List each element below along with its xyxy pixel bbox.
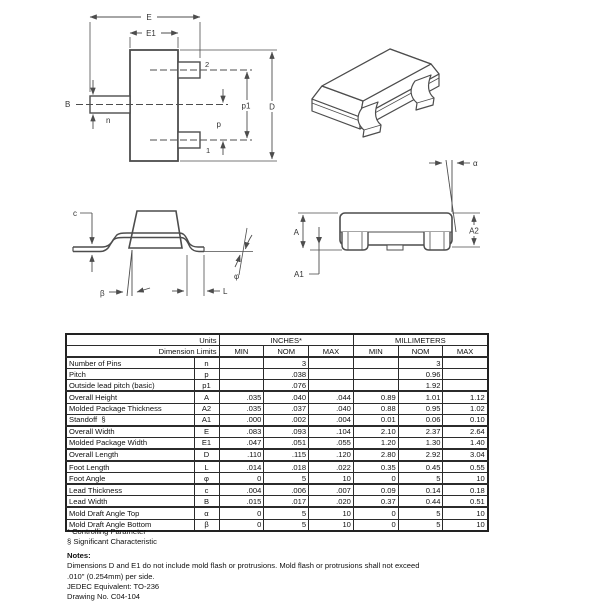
dimension-symbol-cell: p bbox=[194, 369, 219, 380]
dimension-value-cell: .035 bbox=[219, 391, 264, 403]
dimension-value-cell: 10 bbox=[309, 519, 354, 531]
dimension-value-cell: 0.88 bbox=[353, 403, 398, 414]
table-row bbox=[66, 507, 488, 519]
dimension-value-cell bbox=[219, 357, 264, 369]
dimension-value-cell: 3.04 bbox=[443, 449, 488, 461]
controlling-parameter-note: * Controlling Parameter bbox=[67, 527, 146, 536]
dimension-value-cell: .038 bbox=[264, 369, 309, 380]
dimension-value-cell: 0 bbox=[353, 519, 398, 531]
dimension-value-cell: 0 bbox=[219, 519, 264, 531]
footnotes bbox=[67, 527, 547, 603]
significant-characteristic-note: § Significant Characteristic bbox=[67, 537, 157, 547]
dimension-value-cell: 1.30 bbox=[398, 437, 443, 449]
table-row bbox=[66, 391, 488, 403]
dim-label-n: n bbox=[106, 116, 111, 125]
dimension-symbol-cell: α bbox=[194, 507, 219, 519]
dimension-value-cell: 10 bbox=[443, 519, 488, 531]
dimension-value-cell: 10 bbox=[309, 473, 354, 485]
dimension-symbol-cell: c bbox=[194, 484, 219, 496]
table-row bbox=[66, 449, 488, 461]
dimension-value-cell: .040 bbox=[264, 391, 309, 403]
dimensions-table-wrap bbox=[65, 333, 489, 532]
units-header-cell: Units bbox=[66, 334, 219, 346]
dimension-value-cell bbox=[219, 369, 264, 380]
dimension-value-cell: 1.02 bbox=[443, 403, 488, 414]
dimension-value-cell: 0.14 bbox=[398, 484, 443, 496]
dimension-value-cell: .076 bbox=[264, 380, 309, 392]
dimension-name-cell: Number of Pins bbox=[66, 357, 194, 369]
dimension-value-cell: 2.10 bbox=[353, 426, 398, 438]
dimension-symbol-cell: E1 bbox=[194, 437, 219, 449]
table-header-limits-row bbox=[66, 346, 488, 358]
dimension-value-cell: .018 bbox=[264, 461, 309, 473]
dimension-value-cell: 0.10 bbox=[443, 414, 488, 426]
dimension-value-cell: 0.09 bbox=[353, 484, 398, 496]
dimension-value-cell: .000 bbox=[219, 414, 264, 426]
dimension-value-cell bbox=[309, 357, 354, 369]
table-row bbox=[66, 496, 488, 508]
package-body-top-view bbox=[130, 50, 178, 161]
dimension-value-cell: .017 bbox=[264, 496, 309, 508]
dimension-name-cell: Overall Width bbox=[66, 426, 194, 438]
dimension-value-cell: .110 bbox=[219, 449, 264, 461]
dimension-value-cell bbox=[443, 357, 488, 369]
jedec-equivalent: JEDEC Equivalent: TO-236 bbox=[67, 582, 160, 592]
dimension-value-cell: 5 bbox=[398, 507, 443, 519]
dimension-value-cell: .051 bbox=[264, 437, 309, 449]
dimension-symbol-cell: p1 bbox=[194, 380, 219, 392]
dimension-value-cell: 1.20 bbox=[353, 437, 398, 449]
table-row bbox=[66, 380, 488, 392]
table-row bbox=[66, 403, 488, 414]
dimension-value-cell: 0.96 bbox=[398, 369, 443, 380]
max-header-cell: MAX bbox=[443, 346, 488, 358]
dimension-value-cell: 0 bbox=[353, 473, 398, 485]
dim-label-e: E bbox=[146, 13, 152, 22]
dimension-name-cell: Lead Width bbox=[66, 496, 194, 508]
dim-label-e1: E1 bbox=[146, 29, 156, 38]
dimension-value-cell: .006 bbox=[264, 484, 309, 496]
dimension-value-cell: 5 bbox=[264, 507, 309, 519]
table-row bbox=[66, 369, 488, 380]
dimension-symbol-cell: B bbox=[194, 496, 219, 508]
dimension-value-cell: 0.06 bbox=[398, 414, 443, 426]
dimension-value-cell: .055 bbox=[309, 437, 354, 449]
dimension-value-cell: .083 bbox=[219, 426, 264, 438]
max-header-cell: MAX bbox=[309, 346, 354, 358]
nom-header-cell: NOM bbox=[398, 346, 443, 358]
min-header-cell: MIN bbox=[219, 346, 264, 358]
dimension-value-cell: 0.51 bbox=[443, 496, 488, 508]
dimension-value-cell: 0.18 bbox=[443, 484, 488, 496]
dimension-value-cell: 0 bbox=[353, 507, 398, 519]
table-row bbox=[66, 357, 488, 369]
dimension-value-cell: .044 bbox=[309, 391, 354, 403]
dimension-value-cell: 0.35 bbox=[353, 461, 398, 473]
dim-label-p: p bbox=[216, 120, 221, 129]
top-view bbox=[65, 13, 279, 161]
dimension-value-cell bbox=[443, 369, 488, 380]
dimension-value-cell: 1.92 bbox=[398, 380, 443, 392]
dimension-name-cell: Mold Draft Angle Top bbox=[66, 507, 194, 519]
dimension-value-cell: .035 bbox=[219, 403, 264, 414]
dimension-value-cell: .002 bbox=[264, 414, 309, 426]
pin-number-2: 2 bbox=[205, 60, 210, 69]
dimension-symbol-cell: A1 bbox=[194, 414, 219, 426]
dimension-value-cell: 0.55 bbox=[443, 461, 488, 473]
dimension-value-cell: .014 bbox=[219, 461, 264, 473]
table-row bbox=[66, 461, 488, 473]
dim-label-a: A bbox=[293, 228, 299, 237]
dim-label-phi: φ bbox=[234, 272, 240, 281]
dimension-name-cell: Pitch bbox=[66, 369, 194, 380]
dimension-name-cell: Mold Draft Angle Bottom bbox=[66, 519, 194, 531]
dim-label-a1: A1 bbox=[294, 270, 304, 279]
dimension-name-cell: Overall Height bbox=[66, 391, 194, 403]
millimeters-header-cell: MILLIMETERS bbox=[353, 334, 487, 346]
dim-label-b: B bbox=[65, 100, 71, 109]
dimension-symbol-cell: A2 bbox=[194, 403, 219, 414]
dimension-value-cell: .120 bbox=[309, 449, 354, 461]
table-row bbox=[66, 484, 488, 496]
dimension-value-cell: 0.45 bbox=[398, 461, 443, 473]
dimension-value-cell: 1.40 bbox=[443, 437, 488, 449]
dimension-name-cell: Foot Angle bbox=[66, 473, 194, 485]
dimension-value-cell: 0 bbox=[219, 473, 264, 485]
dimension-value-cell: 2.64 bbox=[443, 426, 488, 438]
dimension-value-cell: .104 bbox=[309, 426, 354, 438]
dimension-name-cell: Overall Length bbox=[66, 449, 194, 461]
dimension-value-cell: .004 bbox=[309, 414, 354, 426]
dimension-value-cell: 10 bbox=[443, 507, 488, 519]
drawing-number: Drawing No. C04-104 bbox=[67, 592, 141, 602]
dim-label-p1: p1 bbox=[241, 101, 251, 111]
dimension-value-cell: 5 bbox=[398, 473, 443, 485]
dimension-value-cell bbox=[353, 380, 398, 392]
dimension-value-cell bbox=[353, 369, 398, 380]
dim-label-l: L bbox=[223, 287, 228, 296]
dimension-symbol-cell: n bbox=[194, 357, 219, 369]
note-line-2: .010" (0.254mm) per side. bbox=[67, 571, 155, 581]
dimension-value-cell: .020 bbox=[309, 496, 354, 508]
dimension-value-cell: .022 bbox=[309, 461, 354, 473]
dimension-value-cell: .093 bbox=[264, 426, 309, 438]
dimension-symbol-cell: β bbox=[194, 519, 219, 531]
dimension-value-cell bbox=[443, 380, 488, 392]
dimension-value-cell: 2.37 bbox=[398, 426, 443, 438]
dimension-value-cell: 5 bbox=[264, 519, 309, 531]
dimensions-table bbox=[65, 333, 489, 532]
dimension-symbol-cell: E bbox=[194, 426, 219, 438]
dimension-value-cell: 2.92 bbox=[398, 449, 443, 461]
dimension-value-cell bbox=[309, 369, 354, 380]
dimension-value-cell: 10 bbox=[309, 507, 354, 519]
dimension-value-cell: 1.12 bbox=[443, 391, 488, 403]
dimension-value-cell: .040 bbox=[309, 403, 354, 414]
dimension-value-cell: 5 bbox=[264, 473, 309, 485]
min-header-cell: MIN bbox=[353, 346, 398, 358]
dim-label-a2: A2 bbox=[469, 226, 479, 236]
dim-label-c: c bbox=[73, 209, 77, 218]
dim-label-beta: β bbox=[100, 289, 105, 298]
dimension-value-cell: .115 bbox=[264, 449, 309, 461]
dimension-value-cell: 0.37 bbox=[353, 496, 398, 508]
dimension-value-cell: .037 bbox=[264, 403, 309, 414]
table-row bbox=[66, 437, 488, 449]
nom-header-cell: NOM bbox=[264, 346, 309, 358]
table-header-units-row bbox=[66, 334, 488, 346]
dimension-name-cell: Outside lead pitch (basic) bbox=[66, 380, 194, 392]
side-view bbox=[294, 159, 483, 279]
inches-header-cell: INCHES* bbox=[219, 334, 353, 346]
dimension-value-cell: 1.01 bbox=[398, 391, 443, 403]
note-line-1: Dimensions D and E1 do not include mold flash or protrusions. Mold flash or protrusions shall not exceed bbox=[67, 561, 420, 571]
table-row bbox=[66, 414, 488, 426]
dimension-value-cell: .004 bbox=[219, 484, 264, 496]
dimension-value-cell: 0.95 bbox=[398, 403, 443, 414]
table-row bbox=[66, 426, 488, 438]
dimension-symbol-cell: D bbox=[194, 449, 219, 461]
dim-label-d: D bbox=[269, 102, 275, 112]
dimension-symbol-cell: A bbox=[194, 391, 219, 403]
dimension-value-cell: 3 bbox=[264, 357, 309, 369]
iso-view bbox=[312, 49, 439, 137]
dimension-value-cell: .007 bbox=[309, 484, 354, 496]
dimension-value-cell: 0 bbox=[219, 507, 264, 519]
dim-label-alpha: α bbox=[473, 159, 478, 168]
dimension-name-cell: Foot Length bbox=[66, 461, 194, 473]
dimension-value-cell: 0.44 bbox=[398, 496, 443, 508]
dimension-value-cell: 2.80 bbox=[353, 449, 398, 461]
dimension-value-cell: 3 bbox=[398, 357, 443, 369]
dimension-symbol-cell: φ bbox=[194, 473, 219, 485]
dimension-value-cell: 0.01 bbox=[353, 414, 398, 426]
dimension-name-cell: Lead Thickness bbox=[66, 484, 194, 496]
dimension-name-cell: Molded Package Width bbox=[66, 437, 194, 449]
front-body bbox=[129, 211, 182, 248]
dimension-value-cell: .047 bbox=[219, 437, 264, 449]
front-view bbox=[73, 209, 253, 298]
dimension-value-cell: 5 bbox=[398, 519, 443, 531]
table-row bbox=[66, 473, 488, 485]
dimension-name-cell: Standoff § bbox=[66, 414, 194, 426]
dimension-value-cell: .015 bbox=[219, 496, 264, 508]
dimension-value-cell bbox=[353, 357, 398, 369]
pin-number-1: 1 bbox=[206, 146, 211, 155]
dimension-symbol-cell: L bbox=[194, 461, 219, 473]
dimension-value-cell bbox=[309, 380, 354, 392]
dimension-value-cell bbox=[219, 380, 264, 392]
dimension-value-cell: 0.89 bbox=[353, 391, 398, 403]
notes-label: Notes: bbox=[67, 550, 91, 560]
dimension-name-cell: Molded Package Thickness bbox=[66, 403, 194, 414]
dimension-limits-header-cell: Dimension Limits bbox=[66, 346, 219, 358]
dimension-value-cell: 10 bbox=[443, 473, 488, 485]
